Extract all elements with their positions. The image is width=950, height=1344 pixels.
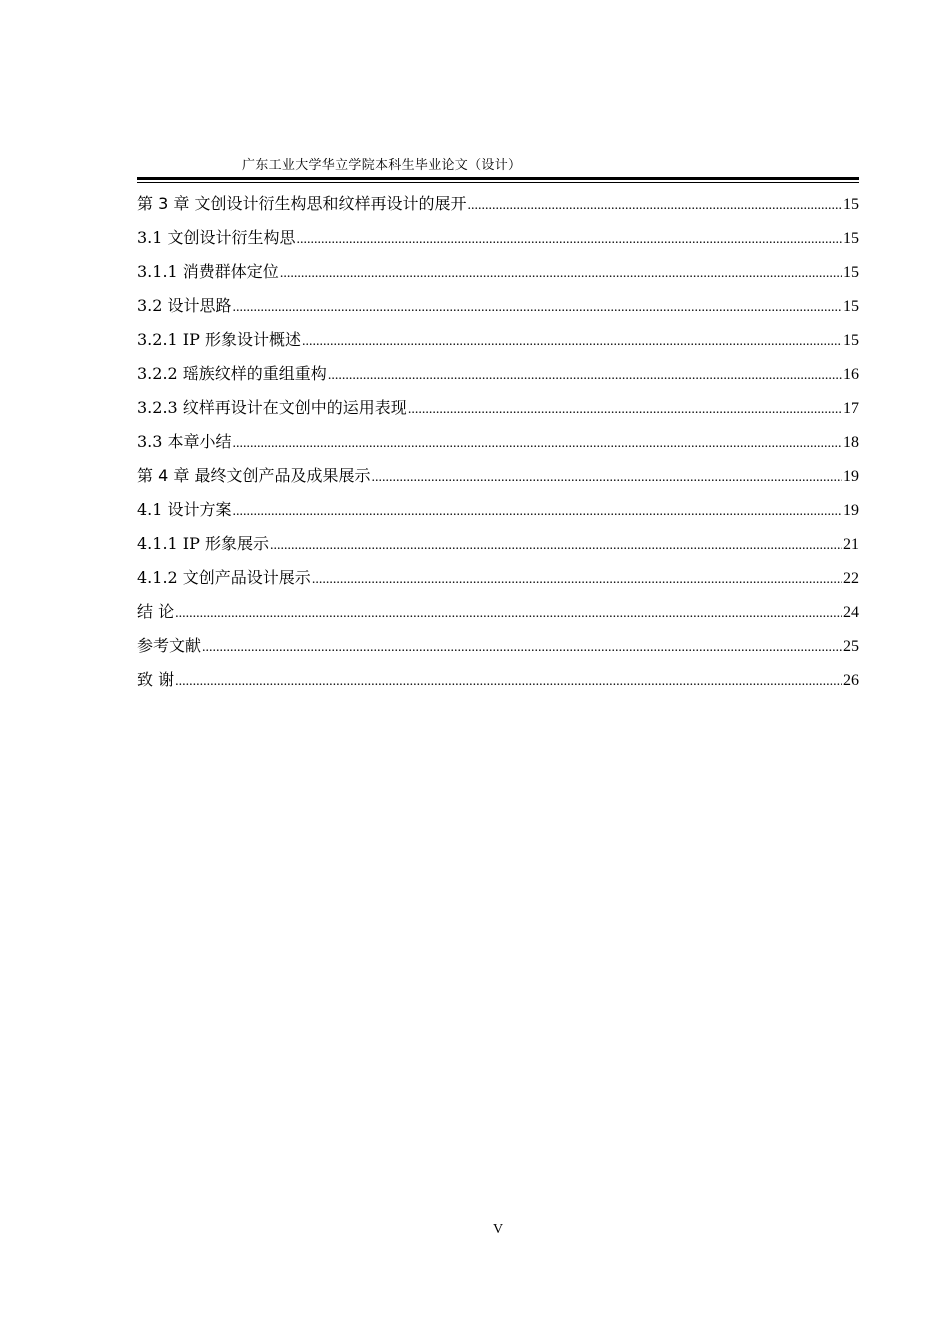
toc-entry-page: 25 <box>843 638 859 655</box>
toc-entry-page: 15 <box>843 230 859 247</box>
toc-entry[interactable] <box>137 292 859 326</box>
toc-entry-title: 3.2 设计思路 <box>137 296 232 315</box>
toc-entry[interactable] <box>137 394 859 428</box>
toc-entry[interactable] <box>137 564 859 598</box>
toc-entry-title: 3.1.1 消费群体定位 <box>137 262 279 281</box>
toc-entry-page: 19 <box>843 502 859 519</box>
toc-entry-page: 15 <box>843 298 859 315</box>
toc-dot-leader <box>175 600 842 628</box>
toc-entry-page: 15 <box>843 332 859 349</box>
toc-entry[interactable] <box>137 326 859 360</box>
toc-entry[interactable] <box>137 428 859 462</box>
toc-entry[interactable] <box>137 190 859 224</box>
toc-entry-title: 4.1 设计方案 <box>137 500 232 519</box>
toc-entry-title: 3.2.3 纹样再设计在文创中的运用表现 <box>137 398 407 417</box>
toc-entry[interactable] <box>137 258 859 292</box>
page-number: V <box>492 1222 504 1237</box>
toc-entry-page: 17 <box>843 400 859 417</box>
toc-dot-leader <box>270 532 842 560</box>
toc-entry[interactable] <box>137 360 859 394</box>
toc-entry-title: 第 3 章 文创设计衍生构思和纹样再设计的展开 <box>137 194 467 213</box>
toc-entry-title: 致 谢 <box>137 670 175 689</box>
toc-entry-page: 15 <box>843 264 859 281</box>
toc-entry-page: 24 <box>843 604 859 621</box>
toc-entry-title: 3.2.1 IP 形象设计概述 <box>137 330 301 349</box>
toc-entry-page: 21 <box>843 536 859 553</box>
toc-dot-leader <box>280 260 842 288</box>
toc-dot-leader <box>371 464 842 492</box>
toc-entry-page: 26 <box>843 672 859 689</box>
toc-dot-leader <box>302 328 842 356</box>
toc-entry-title: 结 论 <box>137 602 175 621</box>
toc-entry-page: 16 <box>843 366 859 383</box>
page-header: 广东工业大学华立学院本科生毕业论文（设计） <box>242 158 522 173</box>
toc-entry-title: 第 4 章 最终文创产品及成果展示 <box>137 466 371 485</box>
toc-dot-leader <box>408 396 842 424</box>
toc-dot-leader <box>467 192 842 220</box>
toc-dot-leader <box>312 566 842 594</box>
toc-entry-title: 3.1 文创设计衍生构思 <box>137 228 296 247</box>
toc-dot-leader <box>233 294 842 322</box>
toc-entry[interactable] <box>137 496 859 530</box>
toc-entry-page: 22 <box>843 570 859 587</box>
toc-dot-leader <box>328 362 842 390</box>
toc-entry[interactable] <box>137 224 859 258</box>
toc-entry[interactable] <box>137 666 859 700</box>
toc-entry-title: 3.3 本章小结 <box>137 432 232 451</box>
toc-entry-title: 4.1.2 文创产品设计展示 <box>137 568 311 587</box>
toc-dot-leader <box>175 668 842 696</box>
toc-dot-leader <box>202 634 842 662</box>
toc-entry-page: 18 <box>843 434 859 451</box>
toc-entry[interactable] <box>137 598 859 632</box>
toc-entry-title: 4.1.1 IP 形象展示 <box>137 534 269 553</box>
toc-entry-title: 3.2.2 瑶族纹样的重组重构 <box>137 364 327 383</box>
toc-entry[interactable] <box>137 530 859 564</box>
toc-dot-leader <box>233 498 842 526</box>
toc-dot-leader <box>233 430 842 458</box>
header-rule-thick <box>137 177 859 180</box>
toc-entry[interactable] <box>137 632 859 666</box>
toc-entry-title: 参考文献 <box>137 636 202 655</box>
toc-entry[interactable] <box>137 462 859 496</box>
table-of-contents <box>137 190 859 700</box>
toc-entry-page: 15 <box>843 196 859 213</box>
toc-dot-leader <box>297 226 842 254</box>
toc-entry-page: 19 <box>843 468 859 485</box>
header-rule-thin <box>137 182 859 183</box>
